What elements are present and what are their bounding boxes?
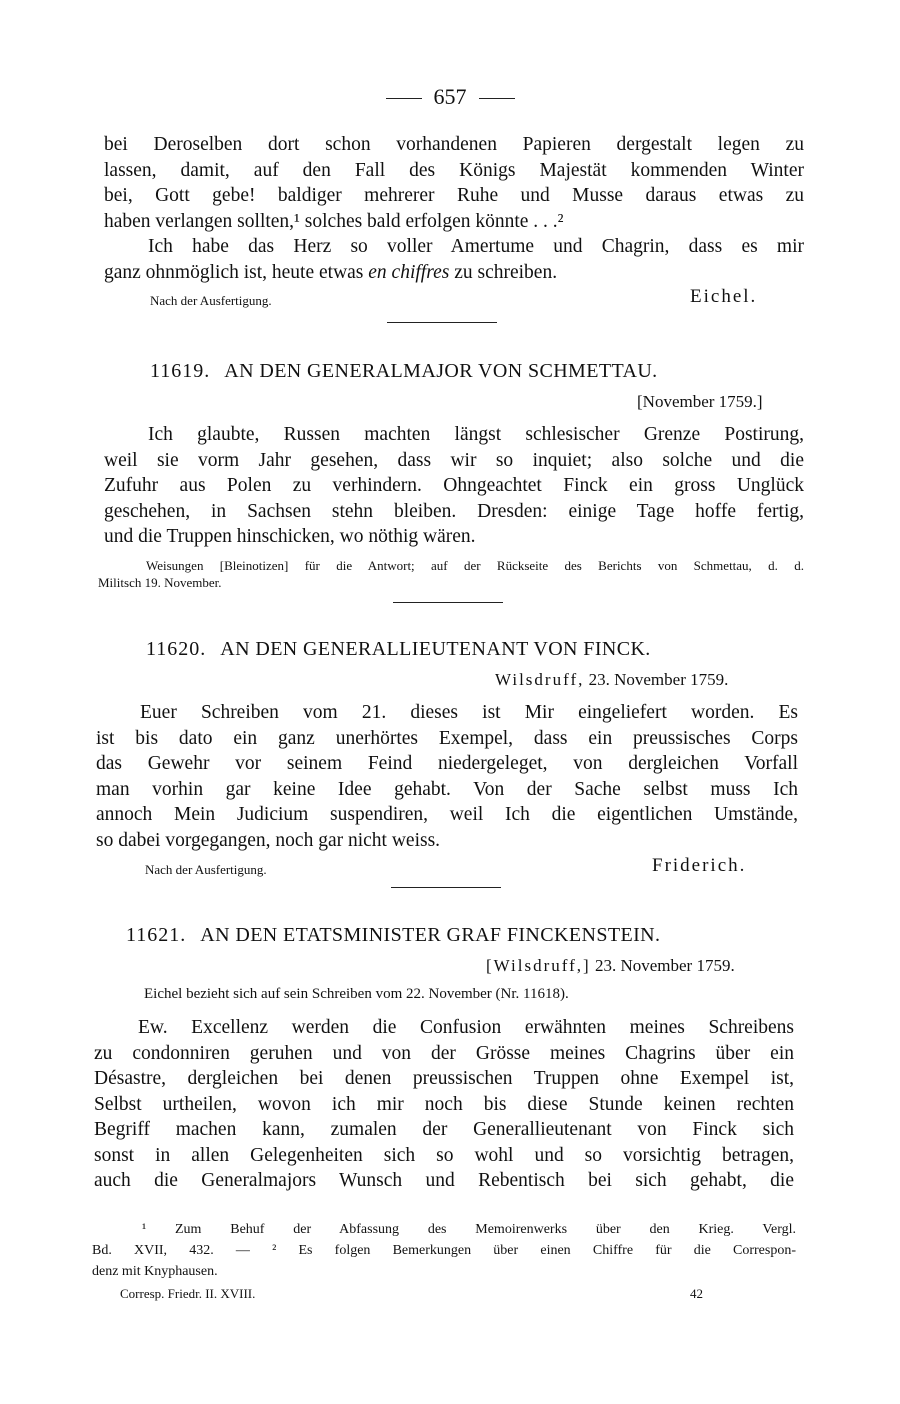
- letter-date: 23. November 1759.: [588, 670, 729, 689]
- text-run: zu schreiben.: [449, 261, 558, 283]
- text-line: sonst in allen Gelegenheiten sich so wohl und so vorsichtig betragen,: [94, 1144, 794, 1166]
- text-line: Euer Schreiben vom 21. dieses ist Mir eingeliefert worden. Es: [140, 702, 798, 723]
- letter-heading: [150, 360, 658, 383]
- text-line: ist bis dato ein ganz unerhörtes Exempel, dass ein preussisches Corps: [96, 727, 798, 749]
- letter-heading: [146, 638, 651, 661]
- text-line: man vorhin gar keine Idee gehabt. Von der Sache selbst muss Ich: [96, 778, 798, 800]
- section-rule: [393, 602, 503, 603]
- note-line: Weisungen [Bleinotizen] für die Antwort; auf der Rückseite des Berichts von Schmettau, d. d.: [146, 558, 804, 573]
- footnote-line: Bd. XVII, 432. — ² Es folgen Bemerkungen über einen Chiffre für die Correspon-: [92, 1243, 796, 1258]
- text-line: Ich habe das Herz so voller Amertume und Chagrin, dass es mir: [148, 236, 804, 257]
- footnotes: [92, 1219, 796, 1282]
- page-number-dash-left: [386, 98, 422, 99]
- letter-number: 11619.: [150, 360, 211, 382]
- footnote-line: ¹ Zum Behuf der Abfassung des Memoirenwerks über den Krieg. Vergl.: [142, 1222, 796, 1237]
- section-rule: [391, 887, 501, 888]
- letter-title: AN DEN GENERALMAJOR VON SCHMETTAU.: [224, 360, 658, 382]
- letter-title: AN DEN ETATSMINISTER GRAF FINCKENSTEIN.: [200, 924, 661, 946]
- text-line: Désastre, dergleichen bei denen preussischen Truppen ohne Exempel ist,: [94, 1068, 794, 1089]
- letter-body: [94, 1015, 794, 1194]
- source-note: Nach der Ausfertigung.: [145, 862, 267, 877]
- source-note: Nach der Ausfertigung.: [150, 293, 272, 308]
- text-run: ganz ohnmöglich ist, heute etwas: [104, 261, 369, 283]
- text-line: haben verlangen sollten,¹ solches bald erfolgen könnte . . .²: [104, 210, 564, 232]
- letter-body: [96, 700, 798, 853]
- text-line: auch die Generalmajors Wunsch und Rebentisch bei sich gehabt, die: [94, 1170, 794, 1191]
- signature: Friderich.: [652, 855, 747, 876]
- editorial-note: [98, 557, 804, 591]
- signature: Eichel.: [690, 286, 758, 307]
- text-line: weil sie vorm Jahr gesehen, dass wir so inquiet; also solche und die: [104, 449, 804, 471]
- letter-intro: Eichel bezieht sich auf sein Schreiben vom 22. November (Nr. 11618).: [144, 986, 569, 1002]
- text-line: Ich glaubte, Russen machten längst schlesischer Grenze Postirung,: [148, 424, 804, 445]
- text-line: und die Truppen hinschicken, wo nöthig wären.: [104, 526, 476, 547]
- letter-heading: [126, 924, 660, 947]
- footnote-line: denz mit Knyphausen.: [92, 1264, 218, 1279]
- text-line: so dabei vorgegangen, noch gar nicht weiss.: [96, 829, 441, 851]
- text-line: lassen, damit, auf den Fall des Königs Majestät kommenden Winter: [104, 159, 804, 181]
- letter-number: 11620.: [146, 638, 207, 660]
- letter-body: [104, 422, 804, 550]
- text-line: Begriff machen kann, zumalen der Generallieutenant von Finck sich: [94, 1119, 794, 1140]
- note-line: Militsch 19. November.: [98, 575, 222, 590]
- text-line: [104, 260, 804, 286]
- letter-place: Wilsdruff,: [495, 670, 585, 689]
- text-line: bei, Gott gebe! baldiger mehrerer Ruhe und Musse daraus etwas zu: [104, 185, 804, 206]
- letter-title: AN DEN GENERALLIEUTENANT VON FINCK.: [220, 638, 651, 660]
- letter-dateline: [486, 956, 735, 976]
- text-line: zu condonniren geruhen und von der Grösse meines Chagrins über ein: [94, 1042, 794, 1064]
- italic-phrase: en chiffres: [368, 261, 450, 283]
- text-line: das Gewehr vor seinem Feind niedergeleget, von dergleichen Vorfall: [96, 753, 798, 774]
- letter-place: [Wilsdruff,]: [486, 956, 591, 975]
- continuation-paragraph: [104, 132, 804, 285]
- text-line: geschehen, in Sachsen stehn bleiben. Dresden: einige Tage hoffe fertig,: [104, 500, 804, 522]
- page-number-dash-right: [479, 98, 515, 99]
- text-line: Ew. Excellenz werden die Confusion erwähnten meines Schreibens: [138, 1017, 794, 1038]
- letter-number: 11621.: [126, 924, 187, 946]
- letter-date: 23. November 1759.: [594, 956, 735, 975]
- text-line: Selbst urtheilen, wovon ich mir noch bis diese Stunde keinen rechten: [94, 1093, 794, 1115]
- text-line: bei Deroselben dort schon vorhandenen Papieren dergestalt legen zu: [104, 134, 804, 155]
- footer-signature-mark: Corresp. Friedr. II. XVIII.: [120, 1286, 256, 1301]
- page-number-text: 657: [433, 84, 467, 109]
- footer-sheet-number: 42: [690, 1286, 703, 1301]
- letter-date: [November 1759.]: [637, 392, 763, 411]
- text-line: Zufuhr aus Polen zu verhindern. Ohngeachtet Finck ein gross Unglück: [104, 475, 804, 496]
- section-rule: [387, 322, 497, 323]
- letter-dateline: [495, 670, 728, 690]
- page-number: [0, 84, 900, 110]
- text-line: annoch Mein Judicium suspendiren, weil Ich die eigentlichen Umstände,: [96, 804, 798, 825]
